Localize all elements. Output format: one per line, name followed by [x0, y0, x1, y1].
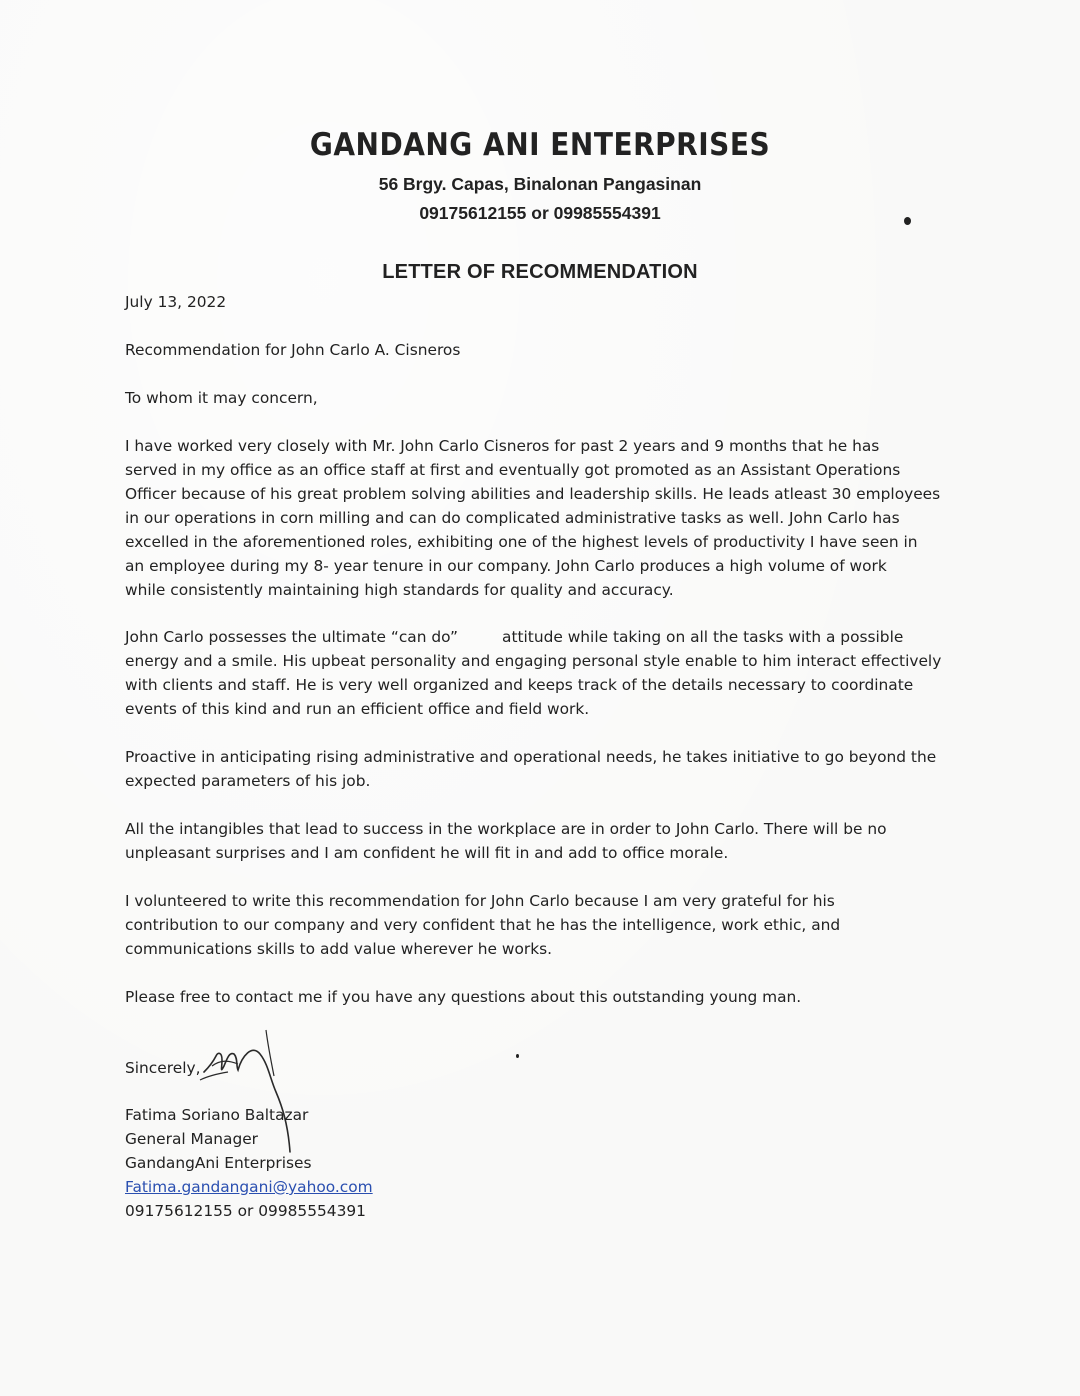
paragraph-line: excelled in the aforementioned roles, exhibiting one of the highest levels of productivity I have seen in — [125, 533, 918, 551]
paragraph-line: in our operations in corn milling and can do complicated administrative tasks as well. John Carlo has — [125, 509, 900, 527]
paragraph-line: expected parameters of his job. — [125, 772, 371, 790]
paragraph-line: unpleasant surprises and I am confident he will fit in and add to office morale. — [125, 844, 729, 862]
document-title: LETTER OF RECOMMENDATION — [382, 261, 698, 283]
paragraph-line: I have worked very closely with Mr. John Carlo Cisneros for past 2 years and 9 months that he has — [125, 437, 880, 455]
paragraph-5 — [125, 889, 965, 961]
signatory-position: General Manager — [125, 1130, 259, 1148]
paragraph-line: Officer because of his great problem solving abilities and leadership skills. He leads atleast 30 employees — [125, 485, 941, 503]
company-address: 56 Brgy. Capas, Binalonan Pangasinan — [378, 174, 702, 194]
paragraph-4 — [125, 817, 965, 865]
company-phones: 09175612155 or 09985554391 — [419, 203, 661, 223]
paragraph-line: energy and a smile. His upbeat personality and engaging personal style enable to him interact effectively — [125, 652, 942, 670]
signatory-phones: 09175612155 or 09985554391 — [125, 1202, 366, 1220]
paragraph-line: John Carlo possesses the ultimate “can do” attitude while taking on all the tasks with a possible — [125, 628, 904, 646]
paragraph-line: contribution to our company and very confident that he has the intelligence, work ethic, and — [125, 916, 841, 934]
paragraph-2 — [125, 625, 965, 721]
signatory-email-link[interactable]: Fatima.gandangani@yahoo.com — [125, 1178, 373, 1196]
paragraph-line: an employee during my 8- year tenure in our company. John Carlo produces a high volume of work — [125, 557, 887, 575]
paragraph-line: communications skills to add value wherever he works. — [125, 940, 553, 958]
signatory-company: GandangAni Enterprises — [125, 1154, 312, 1172]
paragraph-6 — [125, 985, 965, 1009]
paragraph-1 — [125, 434, 965, 602]
paragraph-line: I volunteered to write this recommendation for John Carlo because I am very grateful for his — [125, 892, 835, 910]
letter-date: July 13, 2022 — [125, 293, 227, 311]
paragraph-line: with clients and staff. He is very well organized and keeps track of the details necessary to coordinate — [125, 676, 914, 694]
paragraph-line: events of this kind and run an efficient office and field work. — [125, 700, 590, 718]
paragraph-line: All the intangibles that lead to success in the workplace are in order to John Carlo. There will be no — [125, 820, 887, 838]
paragraph-3 — [125, 745, 965, 793]
paragraph-line: while consistently maintaining high standards for quality and accuracy. — [125, 581, 674, 599]
paragraph-line: served in my office as an office staff at first and eventually got promoted as an Assistant Operations — [125, 461, 901, 479]
paragraph-line: Please free to contact me if you have any questions about this outstanding young man. — [125, 988, 802, 1006]
salutation: To whom it may concern, — [125, 389, 318, 407]
closing: Sincerely, — [125, 1059, 201, 1077]
signatory-name: Fatima Soriano Baltazar — [125, 1106, 309, 1124]
letter-subject: Recommendation for John Carlo A. Cisneros — [125, 341, 461, 359]
company-name: GANDANG ANI ENTERPRISES — [309, 126, 771, 163]
paragraph-line: Proactive in anticipating rising administrative and operational needs, he takes initiative to go beyond the — [125, 748, 937, 766]
ink-speck — [904, 217, 911, 225]
ink-speck — [516, 1054, 519, 1058]
